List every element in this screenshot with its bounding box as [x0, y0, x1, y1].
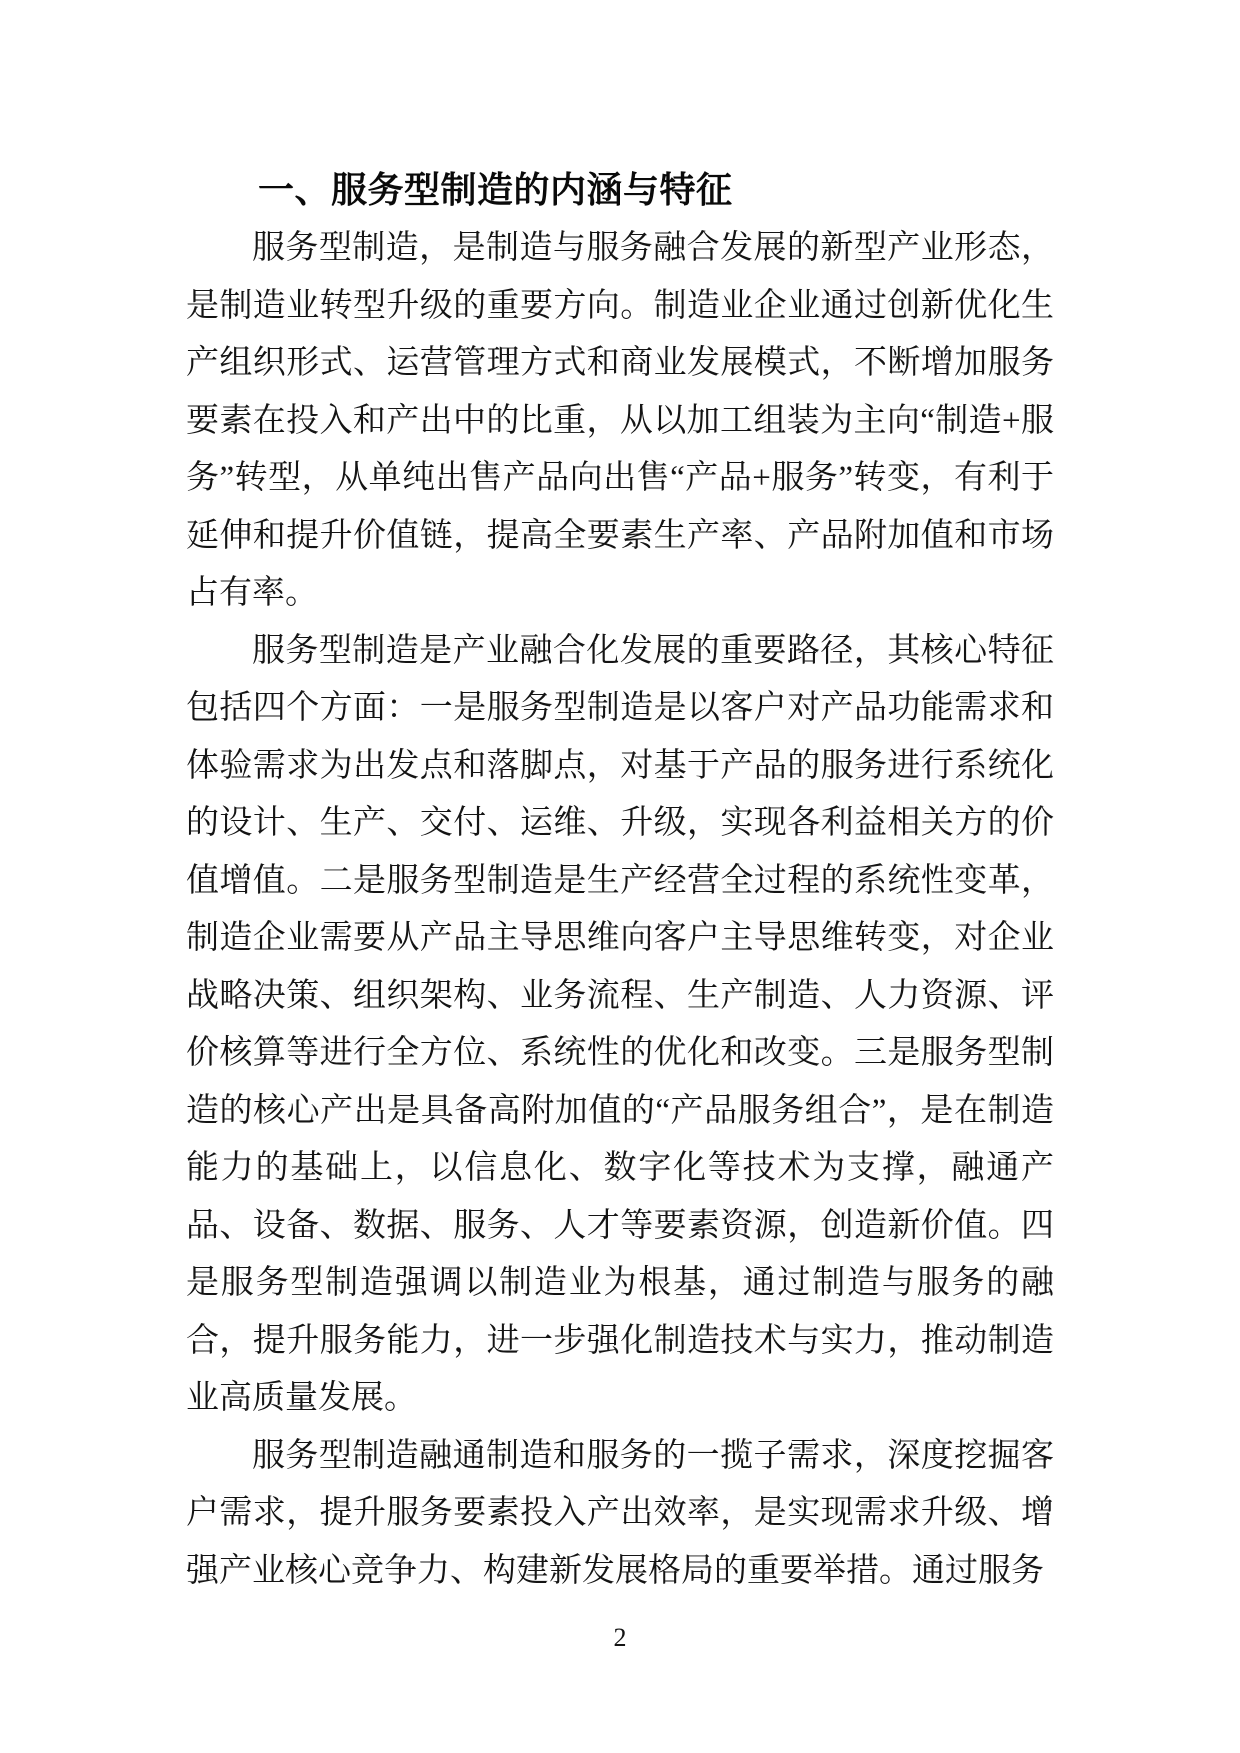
section-heading: 一、服务型制造的内涵与特征 — [258, 169, 733, 210]
paragraph-2: 服务型制造是产业融合化发展的重要路径，其核心特征包括四个方面：一是服务型制造是以客户对产品功能需求和体验需求为出发点和落脚点，对基于产品的服务进行系统化的设计、生产、交付、运维、升级，实现各利益相关方的价值增值。二是服务型制造是生产经营全过程的系统性变革，制造企业需要从产品主导思维向客户主导思维转变，对企业战略决策、组织架构、业务流程、生产制造、人力资源、评价核算等进行全方位、系统性的优化和改变。三是服务型制造的核心产出是具备高附加值的“产品服务组合”，是在制造能力的基础上，以信息化、数字化等技术为支撑，融通产品、设备、数据、服务、人才等要素资源，创造新价值。四是服务型制造强调以制造业为根基，通过制造与服务的融合，提升服务能力，进一步强化制造技术与实力，推动制造业高质量发展。 — [186, 632, 1054, 1416]
paragraph-1: 服务型制造，是制造与服务融合发展的新型产业形态，是制造业转型升级的重要方向。制造业企业通过创新优化生产组织形式、运营管理方式和商业发展模式，不断增加服务要素在投入和产出中的比重，从以加工组装为主向“制造+服务”转型，从单纯出售产品向出售“产品+服务”转变，有利于延伸和提升价值链，提高全要素生产率、产品附加值和市场占有率。 — [186, 230, 1054, 611]
page-number: 2 — [613, 1623, 627, 1652]
paragraph-3: 服务型制造融通制造和服务的一揽子需求，深度挖掘客户需求，提升服务要素投入产出效率，是实现需求升级、增强产业核心竞争力、构建新发展格局的重要举措。通过服务 — [186, 1437, 1054, 1589]
